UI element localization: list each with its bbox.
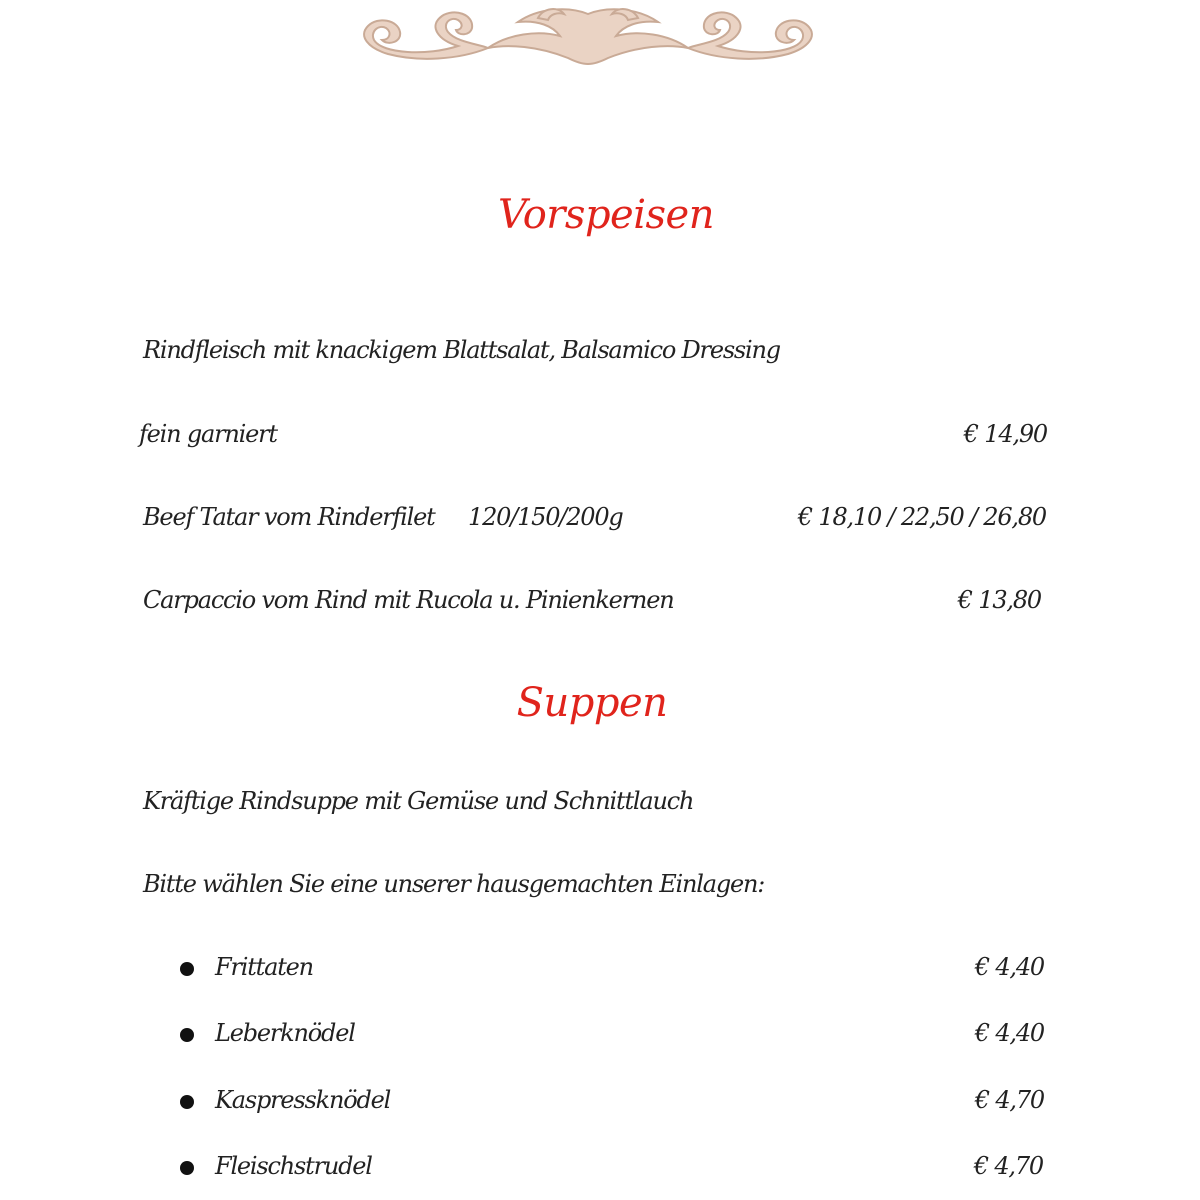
einlage-item: Kaspressknödel bbox=[215, 1086, 391, 1114]
einlage-item: Leberknödel bbox=[215, 1019, 355, 1047]
menu-item-rindfleisch: Rindfleisch mit knackigem Blattsalat, Balsamico Dressing bbox=[143, 336, 780, 364]
einlage-price: € 4,70 bbox=[974, 1086, 1044, 1114]
einlage-item: Frittaten bbox=[215, 953, 313, 981]
einlage-price: € 4,40 bbox=[974, 953, 1044, 981]
menu-item-fein-garniert: fein garniert bbox=[139, 420, 277, 448]
section-title-suppen: Suppen bbox=[516, 680, 668, 726]
menu-item-carpaccio: Carpaccio vom Rind mit Rucola u. Pinienkernen bbox=[143, 586, 674, 614]
bullet-icon bbox=[180, 1161, 194, 1175]
einlage-price: € 4,40 bbox=[974, 1019, 1044, 1047]
bullet-icon bbox=[180, 1028, 194, 1042]
menu-item-weight: 120/150/200g bbox=[468, 503, 623, 531]
bullet-icon bbox=[180, 962, 194, 976]
menu-item-price: € 18,10 / 22,50 / 26,80 bbox=[797, 503, 1046, 531]
suppen-instruction: Bitte wählen Sie eine unserer hausgemachten Einlagen: bbox=[143, 870, 765, 898]
einlage-item: Fleischstrudel bbox=[215, 1152, 372, 1180]
menu-item-price: € 14,90 bbox=[963, 420, 1047, 448]
bullet-icon bbox=[180, 1095, 194, 1109]
suppen-description: Kräftige Rindsuppe mit Gemüse und Schnittlauch bbox=[143, 787, 694, 815]
menu-item-price: € 13,80 bbox=[957, 586, 1041, 614]
scroll-ornament-icon bbox=[338, 0, 838, 72]
einlage-price: € 4,70 bbox=[973, 1152, 1043, 1180]
menu-item-beef-tatar: Beef Tatar vom Rinderfilet bbox=[143, 503, 435, 531]
section-title-vorspeisen: Vorspeisen bbox=[498, 192, 714, 238]
